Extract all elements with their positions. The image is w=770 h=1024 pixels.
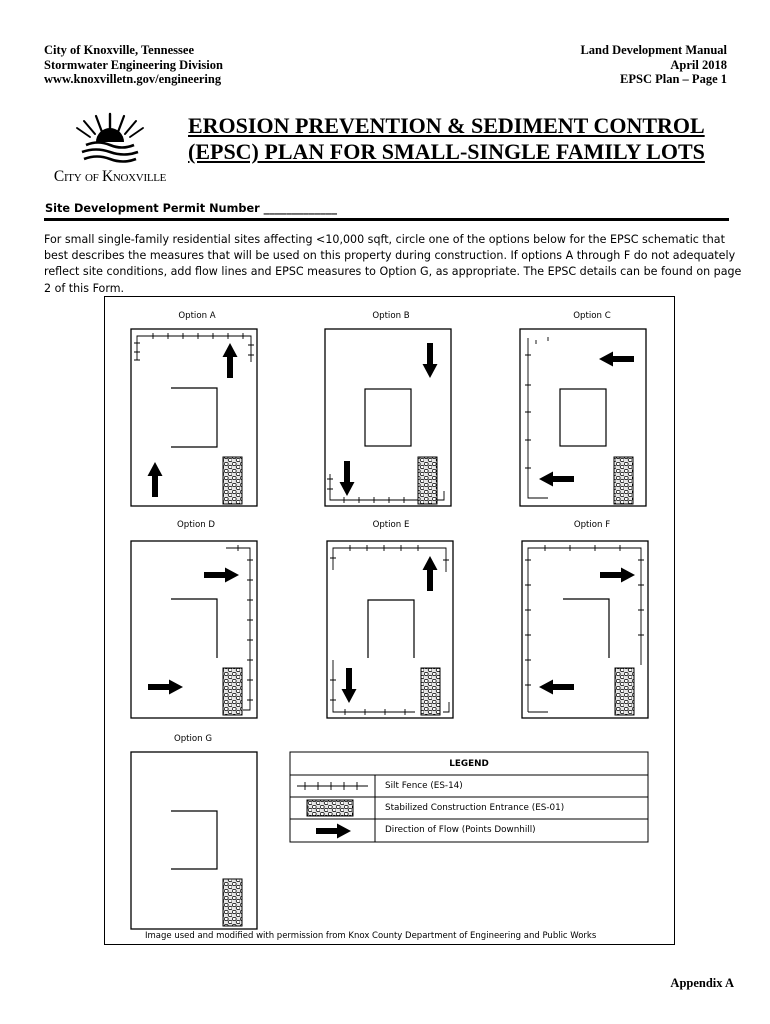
option-g-label: Option G (173, 734, 213, 744)
construction-entrance (615, 668, 634, 715)
option-f-label: Option F (573, 520, 611, 530)
logo-wordmark: City of Knoxville (53, 168, 167, 185)
intro-paragraph: For small single-family residential sites affecting <10,000 sqft, circle one of the options below for the EPSC schematic that best describes the measures that will be used on this property during construction. If options A through F do not adequately reflect site conditions, add flow lines and EPSC measures to Option G, as appropriate. The EPSC details can be found on page 2 of this Form. (44, 233, 742, 295)
legend-item-construction-entrance: Stabilized Construction Entrance (ES-01) (385, 803, 565, 813)
construction-entrance (418, 457, 437, 504)
header-city: City of Knoxville, Tennessee (44, 43, 195, 57)
option-c-label: Option C (573, 311, 611, 321)
construction-entrance (614, 457, 633, 504)
header-page: EPSC Plan – Page 1 (620, 72, 727, 87)
construction-entrance (223, 879, 242, 926)
option-b-diagram[interactable] (325, 329, 451, 506)
option-b-label: Option B (372, 311, 410, 321)
header-manual: Land Development Manual (580, 43, 727, 57)
legend-item-flow-direction: Direction of Flow (Points Downhill) (385, 825, 536, 835)
option-f-diagram[interactable] (522, 541, 648, 718)
construction-entrance (223, 668, 242, 715)
header-website: www.knoxvilletn.gov/engineering (44, 72, 222, 87)
option-c-diagram[interactable] (520, 329, 646, 506)
option-e-label: Option E (372, 520, 410, 530)
option-d-label: Option D (176, 520, 216, 530)
construction-entrance (421, 668, 440, 715)
image-credit: Image used and modified with permission from Knox County Department of Engineering and Public Works (145, 931, 597, 941)
page-title-line1: EROSION PREVENTION & SEDIMENT CONTROL (188, 113, 705, 138)
construction-entrance (223, 457, 242, 504)
permit-number-field[interactable]: Site Development Permit Number _____________ (45, 202, 338, 215)
header-division: Stormwater Engineering Division (44, 57, 223, 72)
construction-entrance-icon (307, 800, 353, 816)
option-e-diagram[interactable] (327, 541, 453, 718)
page-title-line2: (EPSC) PLAN FOR SMALL-SINGLE FAMILY LOTS (188, 139, 705, 164)
legend-item-silt-fence: Silt Fence (ES-14) (385, 781, 463, 791)
option-d-diagram[interactable] (131, 541, 257, 718)
legend-title: LEGEND (449, 759, 489, 769)
option-g-diagram[interactable] (131, 752, 257, 929)
option-a-diagram[interactable] (131, 329, 257, 506)
appendix-label: Appendix A (670, 976, 734, 990)
option-a-label: Option A (178, 311, 216, 321)
header-date: April 2018 (670, 57, 727, 72)
